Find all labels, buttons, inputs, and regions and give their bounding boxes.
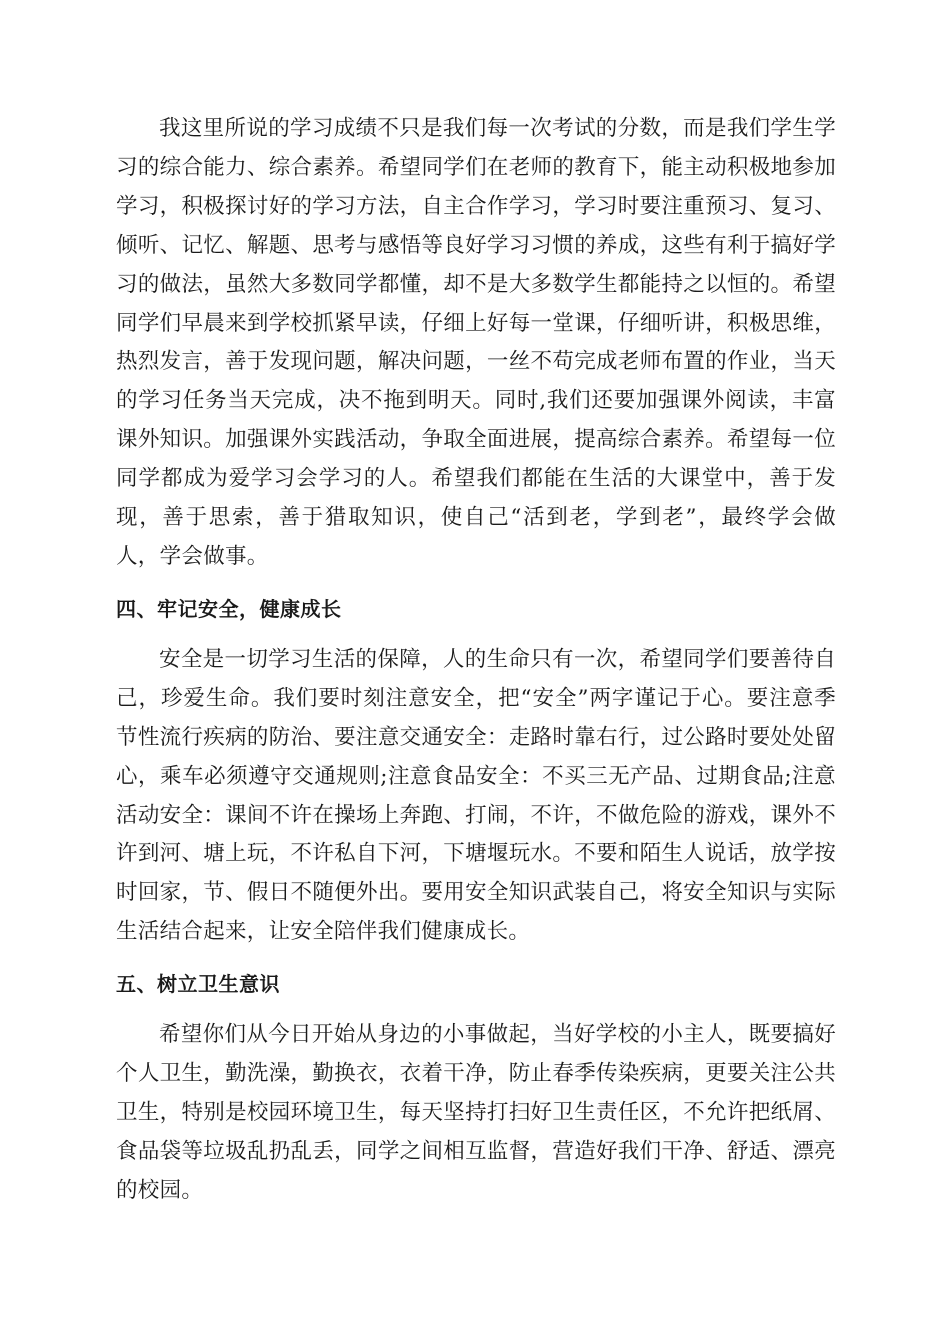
paragraph-hygiene: 希望你们从今日开始从身边的小事做起，当好学校的小主人，既要搞好个人卫生，勤洗澡，勤换衣，衣着干净，防止春季传染疾病，更要关注公共卫生，特别是校园环境卫生，每天坚持打扫好卫生责任区，不允许把纸屑、食品袋等垃圾乱扔乱丢，同学之间相互监督，营造好我们干净、舒适、漂亮的校园。 [116,1022,836,1203]
paragraph-study: 我这里所说的学习成绩不只是我们每一次考试的分数，而是我们学生学习的综合能力、综合素养。希望同学们在老师的教育下，能主动积极地参加学习，积极探讨好的学习方法，自主合作学习，学习时要注重预习、复习、倾听、记忆、解题、思考与感悟等良好学习习惯的养成，这些有利于搞好学习的做法，虽然大多数同学都懂，却不是大多数学生都能持之以恒的。希望同学们早晨来到学校抓紧早读，仔细上好每一堂课，仔细听讲，积极思维，热烈发言，善于发现问题，解决问题，一丝不苟完成老师布置的作业，当天的学习任务当天完成，决不拖到明天。同时,我们还要加强课外阅读，丰富课外知识。加强课外实践活动，争取全面进展，提高综合素养。希望每一位同学都成为爱学习会学习的人。希望我们都能在生活的大课堂中，善于发现，善于思索，善于猎取知识，使自己“活到老，学到老”，最终学会做人，学会做事。 [116,116,836,569]
section-heading-safety: 四、牢记安全，健康成长 [116,596,342,621]
document-page [116,110,836,1211]
section-heading-hygiene: 五、树立卫生意识 [116,972,280,997]
paragraph-safety: 安全是一切学习生活的保障，人的生命只有一次，希望同学们要善待自己，珍爱生命。我们要时刻注意安全，把“安全”两字谨记于心。要注意季节性流行疾病的防治、要注意交通安全：走路时靠右行，过公路时要处处留心，乘车必须遵守交通规则;注意食品安全：不买三无产品、过期食品;注意活动安全：课间不许在操场上奔跑、打闹，不许，不做危险的游戏，课外不许到河、塘上玩，不许私自下河，下塘堰玩水。不要和陌生人说话，放学按时回家，节、假日不随便外出。要用安全知识武装自己，将安全知识与实际生活结合起来，让安全陪伴我们健康成长。 [116,646,836,945]
